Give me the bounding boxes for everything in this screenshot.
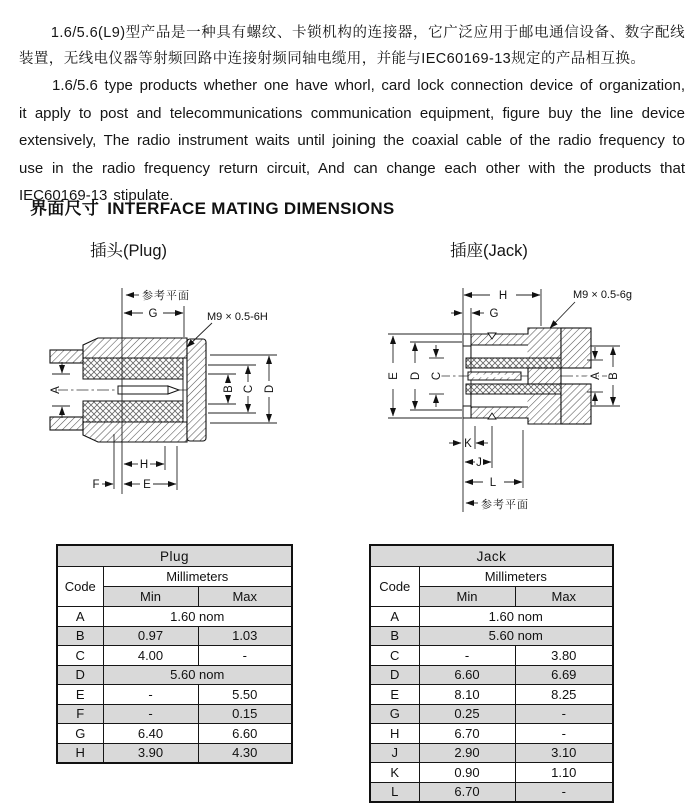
jack-table-code-header: Code [370, 567, 419, 607]
dim-row-b [57, 626, 292, 646]
plug-dim-e [124, 446, 177, 491]
dim-row-h [57, 743, 292, 763]
dim-row-e [370, 685, 613, 705]
dim-value-cell: 1.10 [515, 763, 613, 783]
plug-center-pin [118, 386, 179, 394]
svg-text:K: K [464, 438, 472, 450]
svg-text:L: L [489, 477, 497, 489]
jack-dim-k [449, 426, 488, 450]
dim-value-cell: 5.50 [198, 685, 292, 705]
dim-row-f [57, 704, 292, 724]
dim-value-cell: - [419, 646, 515, 666]
plug-figure-title: 插头(Plug) [90, 242, 168, 260]
plug-dimension-table [56, 544, 293, 764]
dim-value-cell: 3.80 [515, 646, 613, 666]
dim-value-cell: 3.10 [515, 743, 613, 763]
plug-table-title: Plug [57, 545, 292, 567]
dim-value-cell: 5.60 nom [419, 626, 613, 646]
dim-value-cell: 5.60 nom [103, 665, 292, 685]
dim-row-e [57, 685, 292, 705]
jack-dimension-table [369, 544, 614, 803]
jack-ref-plane-label: 参考平面 [481, 499, 529, 511]
svg-text:B: B [608, 372, 620, 380]
dim-value-cell: 6.40 [103, 724, 198, 744]
svg-text:E: E [143, 479, 151, 491]
dim-value-cell: 6.70 [419, 724, 515, 744]
jack-contact-support [528, 368, 561, 384]
svg-text:J: J [476, 457, 482, 469]
svg-text:F: F [92, 479, 100, 491]
svg-text:A: A [50, 386, 62, 394]
dim-code-cell: C [57, 646, 103, 666]
intro-paragraph-zh: 1.6/5.6(L9)型产品是一种具有螺纹、卡锁机构的连接器，它广泛应用于邮电通信设备、数字配线装置，无线电仪器等射频回路中连接射频同轴电缆用，并能与IEC60169-13规定的产品相互换。 [19, 24, 685, 67]
dim-value-cell: 3.90 [103, 743, 198, 763]
dim-code-cell: J [370, 743, 419, 763]
jack-table-max-header: Max [515, 587, 613, 607]
svg-text:H: H [498, 290, 508, 302]
jack-thread-callout [550, 289, 632, 328]
jack-socket-contact [468, 372, 521, 380]
dim-row-l [370, 782, 613, 802]
dim-code-cell: E [57, 685, 103, 705]
dim-row-j [370, 743, 613, 763]
plug-diagram [40, 282, 350, 522]
plug-table-body [57, 607, 292, 764]
plug-table-unit-row [57, 567, 292, 587]
dim-value-cell: 6.60 [419, 665, 515, 685]
jack-figure-title: 插座(Jack) [450, 242, 528, 260]
dim-code-cell: K [370, 763, 419, 783]
dim-code-cell: A [370, 607, 419, 627]
dim-code-cell: B [57, 626, 103, 646]
jack-thread-label: M9 × 0.5-6g [573, 289, 633, 301]
plug-dim-g [124, 306, 184, 337]
dim-value-cell: 0.97 [103, 626, 198, 646]
dim-value-cell: 8.10 [419, 685, 515, 705]
svg-text:D: D [264, 384, 276, 394]
plug-table-unit-header: Millimeters [103, 567, 292, 587]
dim-code-cell: D [370, 665, 419, 685]
plug-table-min-header: Min [103, 587, 198, 607]
dim-value-cell: - [515, 782, 613, 802]
dim-code-cell: G [57, 724, 103, 744]
jack-table-title-row [370, 545, 613, 567]
jack-dim-h [464, 289, 541, 326]
plug-table-title-row [57, 545, 292, 567]
dim-row-g [57, 724, 292, 744]
svg-text:G: G [148, 308, 158, 320]
plug-dim-h [124, 446, 165, 471]
dim-value-cell: 8.25 [515, 685, 613, 705]
dim-value-cell: 6.69 [515, 665, 613, 685]
svg-text:B: B [223, 385, 235, 393]
jack-dim-l [465, 430, 523, 489]
svg-text:H: H [139, 459, 149, 471]
dim-row-c [370, 646, 613, 666]
dim-value-cell: 0.25 [419, 704, 515, 724]
svg-text:G: G [489, 308, 499, 320]
dim-value-cell: 0.90 [419, 763, 515, 783]
dim-row-h [370, 724, 613, 744]
jack-table-title: Jack [370, 545, 613, 567]
jack-dim-c [429, 345, 444, 407]
dim-row-d [57, 665, 292, 685]
dim-value-cell: - [515, 724, 613, 744]
dim-row-a [370, 607, 613, 627]
dim-row-a [57, 607, 292, 627]
dim-code-cell: L [370, 782, 419, 802]
dim-value-cell: - [515, 704, 613, 724]
dim-code-cell: E [370, 685, 419, 705]
dim-code-cell: B [370, 626, 419, 646]
dim-value-cell: 6.70 [419, 782, 515, 802]
dim-code-cell: D [57, 665, 103, 685]
jack-table-body [370, 607, 613, 803]
plug-thread-label: M9 × 0.5-6H [207, 311, 268, 323]
plug-dim-b [208, 374, 236, 404]
dim-row-d [370, 665, 613, 685]
jack-dim-g [451, 308, 499, 333]
dim-value-cell: 6.60 [198, 724, 292, 744]
dim-value-cell: - [103, 704, 198, 724]
dim-value-cell: 1.60 nom [419, 607, 613, 627]
jack-table-unit-header: Millimeters [419, 567, 613, 587]
jack-table-min-header: Min [419, 587, 515, 607]
svg-text:C: C [431, 371, 443, 381]
svg-text:D: D [410, 371, 422, 381]
jack-diagram [378, 282, 698, 532]
dim-code-cell: H [57, 743, 103, 763]
dim-value-cell: 1.03 [198, 626, 292, 646]
intro-paragraph-en: 1.6/5.6 type products whether one have whorl, card lock connection device of organization, it apply to post and telecommunications communication equipment, figure buy the line device extensively, The radio instrument waits until joining the coaxial cable of the radio frequency to use in the radio frequency return circuit, And can change each other with the products that IEC60169-13 stipulate. [19, 77, 685, 204]
dim-code-cell: G [370, 704, 419, 724]
dim-value-cell: 1.60 nom [103, 607, 292, 627]
dim-code-cell: A [57, 607, 103, 627]
dim-value-cell: - [103, 685, 198, 705]
dim-value-cell: 0.15 [198, 704, 292, 724]
section-heading [30, 194, 395, 219]
dim-code-cell: C [370, 646, 419, 666]
dim-row-b [370, 626, 613, 646]
plug-ref-plane-label: 参考平面 [142, 290, 190, 302]
dim-code-cell: H [370, 724, 419, 744]
svg-text:A: A [590, 372, 602, 380]
jack-dim-e [388, 334, 462, 418]
dim-row-c [57, 646, 292, 666]
section-heading-zh: 界面尺寸 [30, 199, 100, 218]
jack-table-unit-row [370, 567, 613, 587]
dim-value-cell: 4.00 [103, 646, 198, 666]
dim-value-cell: - [198, 646, 292, 666]
svg-text:E: E [388, 372, 400, 380]
plug-table-code-header: Code [57, 567, 103, 607]
dim-value-cell: 4.30 [198, 743, 292, 763]
dim-code-cell: F [57, 704, 103, 724]
dim-row-g [370, 704, 613, 724]
plug-table-max-header: Max [198, 587, 292, 607]
section-heading-en: INTERFACE MATING DIMENSIONS [107, 199, 395, 218]
dim-value-cell: 2.90 [419, 743, 515, 763]
dim-row-k [370, 763, 613, 783]
svg-text:C: C [243, 384, 255, 394]
